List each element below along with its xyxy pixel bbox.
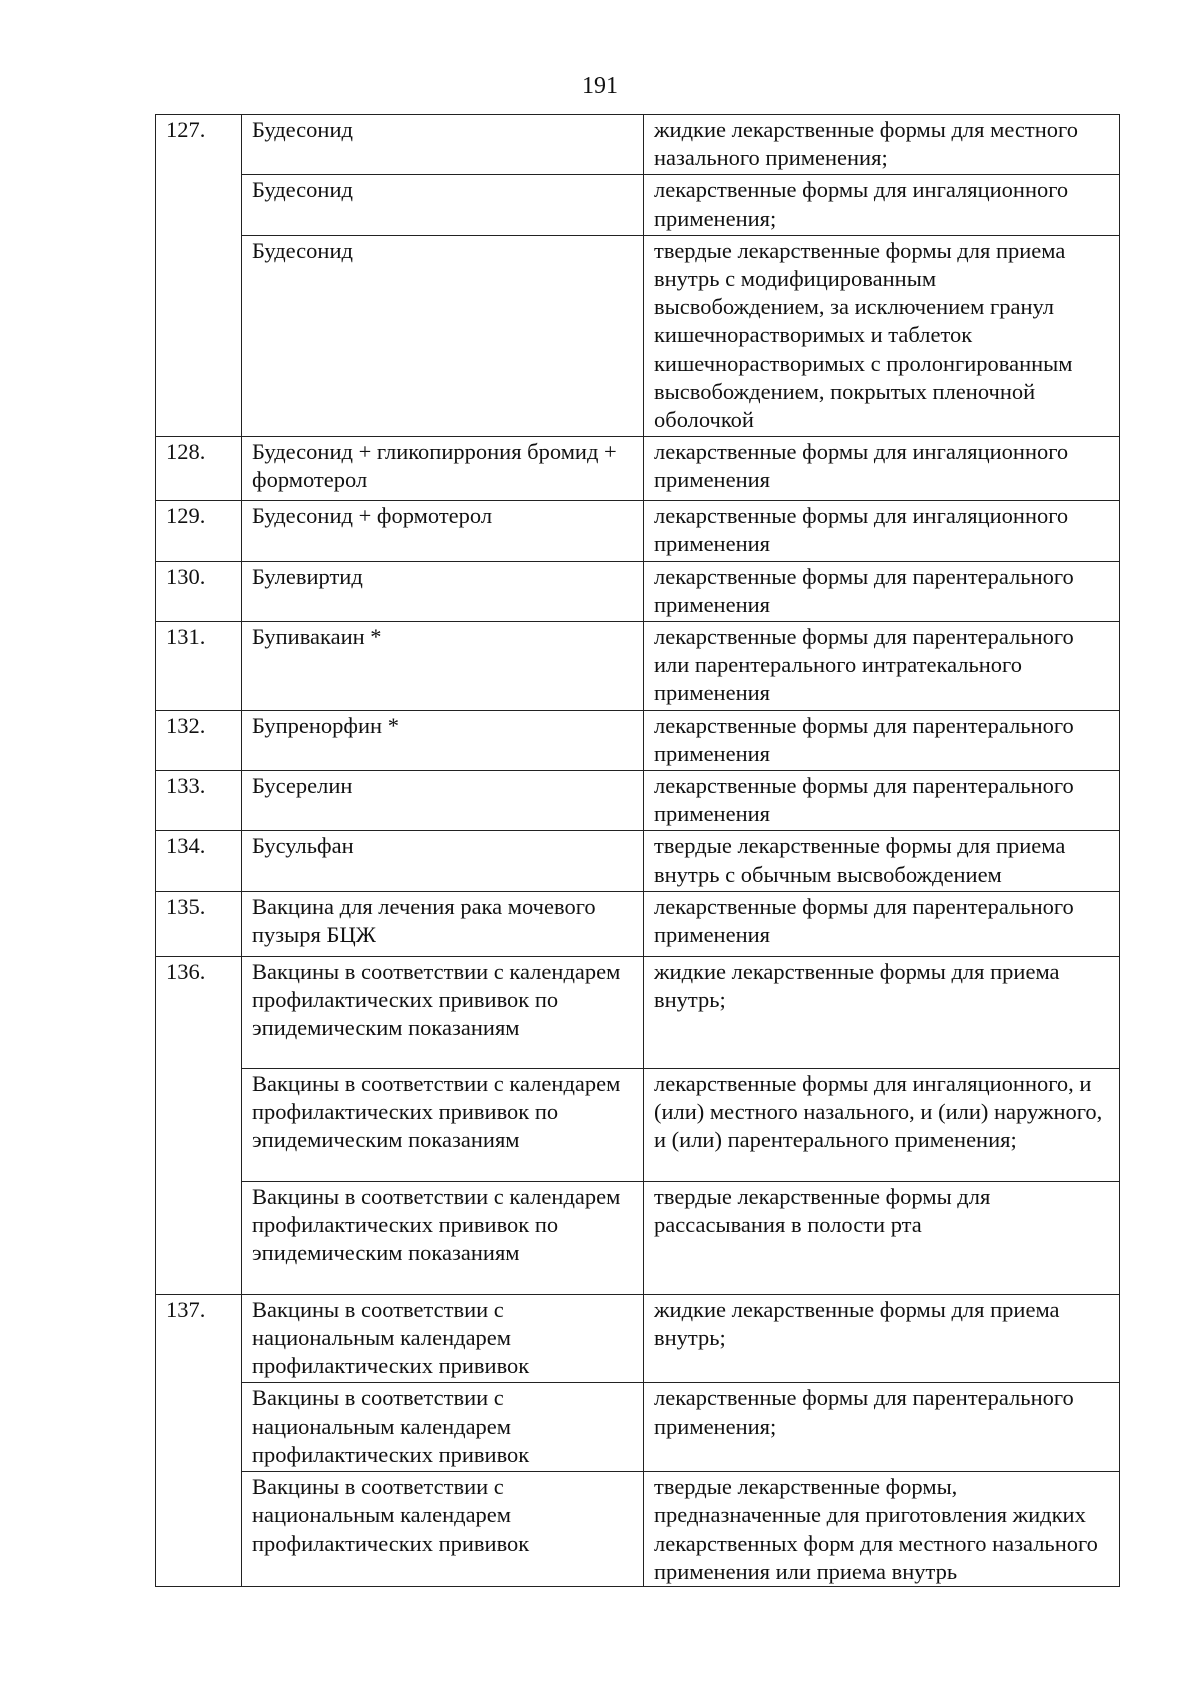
table-row <box>156 710 1120 770</box>
dosage-form: жидкие лекарственные формы для приема внутрь; <box>644 1294 1120 1383</box>
drug-name: Бусерелин <box>242 771 644 831</box>
drug-name: Будесонид <box>242 235 644 436</box>
dosage-form: лекарственные формы для ингаляционного, и (или) местного назального, и (или) наружного, и (или) парентерального применения; <box>644 1068 1120 1181</box>
dosage-form: твердые лекарственные формы для приема внутрь с модифицированным высвобождением, за исключением гранул кишечнорастворимых и таблеток кишечнорастворимых с пролонгированным высвобождением, покрытых пленочной оболочкой <box>644 235 1120 436</box>
row-number: 133. <box>156 771 242 831</box>
row-number <box>156 1383 242 1472</box>
row-number: 132. <box>156 710 242 770</box>
dosage-form: твердые лекарственные формы для рассасывания в полости рта <box>644 1181 1120 1294</box>
table-row <box>156 771 1120 831</box>
drug-name: Будесонид + формотерол <box>242 501 644 561</box>
drug-name: Вакцина для лечения рака мочевого пузыря БЦЖ <box>242 891 644 956</box>
table-row <box>156 1181 1120 1294</box>
dosage-form: лекарственные формы для парентерального применения; <box>644 1383 1120 1472</box>
drug-name: Вакцины в соответствии с календарем профилактических прививок по эпидемическим показаниям <box>242 1068 644 1181</box>
row-number <box>156 1181 242 1294</box>
dosage-form: жидкие лекарственные формы для местного назального применения; <box>644 115 1120 175</box>
dosage-form: лекарственные формы для парентерального применения <box>644 891 1120 956</box>
dosage-form: жидкие лекарственные формы для приема внутрь; <box>644 956 1120 1068</box>
row-number: 137. <box>156 1294 242 1383</box>
table-row <box>156 1294 1120 1383</box>
drug-name: Вакцины в соответствии с календарем профилактических прививок по эпидемическим показаниям <box>242 956 644 1068</box>
row-number: 127. <box>156 115 242 175</box>
table-row <box>156 175 1120 235</box>
dosage-form: лекарственные формы для парентерального применения <box>644 771 1120 831</box>
drug-name: Бусульфан <box>242 831 644 891</box>
row-number: 131. <box>156 622 242 711</box>
row-number: 135. <box>156 891 242 956</box>
dosage-form: лекарственные формы для ингаляционного применения; <box>644 175 1120 235</box>
drug-name: Вакцины в соответствии с национальным календарем профилактических прививок <box>242 1383 644 1472</box>
table-row <box>156 891 1120 956</box>
drug-name: Бупивакаин * <box>242 622 644 711</box>
row-number <box>156 1068 242 1181</box>
table-row <box>156 622 1120 711</box>
drug-name: Булевиртид <box>242 561 644 621</box>
row-number: 134. <box>156 831 242 891</box>
table-row <box>156 831 1120 891</box>
table-row <box>156 1472 1120 1587</box>
table-row <box>156 1383 1120 1472</box>
dosage-form: лекарственные формы для ингаляционного применения <box>644 501 1120 561</box>
row-number: 129. <box>156 501 242 561</box>
dosage-form: лекарственные формы для парентерального или парентерального интратекального применения <box>644 622 1120 711</box>
drug-name: Будесонид + гликопиррония бромид + формотерол <box>242 437 644 501</box>
table-row <box>156 1068 1120 1181</box>
drug-name: Вакцины в соответствии с национальным календарем профилактических прививок <box>242 1294 644 1383</box>
drug-name: Вакцины в соответствии с национальным календарем профилактических прививок <box>242 1472 644 1587</box>
table-row <box>156 956 1120 1068</box>
table-row <box>156 437 1120 501</box>
drug-name: Бупренорфин * <box>242 710 644 770</box>
row-number: 128. <box>156 437 242 501</box>
table-row <box>156 561 1120 621</box>
dosage-form: лекарственные формы для парентерального применения <box>644 710 1120 770</box>
drug-name: Будесонид <box>242 115 644 175</box>
drug-name: Будесонид <box>242 175 644 235</box>
row-number <box>156 1472 242 1587</box>
dosage-form: твердые лекарственные формы, предназначенные для приготовления жидких лекарственных форм для местного назального применения или приема внутрь <box>644 1472 1120 1587</box>
table-row <box>156 501 1120 561</box>
row-number: 130. <box>156 561 242 621</box>
row-number <box>156 175 242 235</box>
table-row <box>156 235 1120 436</box>
medication-table <box>155 114 1120 1587</box>
row-number: 136. <box>156 956 242 1068</box>
dosage-form: лекарственные формы для парентерального применения <box>644 561 1120 621</box>
dosage-form: лекарственные формы для ингаляционного применения <box>644 437 1120 501</box>
dosage-form: твердые лекарственные формы для приема внутрь с обычным высвобождением <box>644 831 1120 891</box>
row-number <box>156 235 242 436</box>
table-row <box>156 115 1120 175</box>
page-number: 191 <box>582 73 618 99</box>
drug-name: Вакцины в соответствии с календарем профилактических прививок по эпидемическим показаниям <box>242 1181 644 1294</box>
